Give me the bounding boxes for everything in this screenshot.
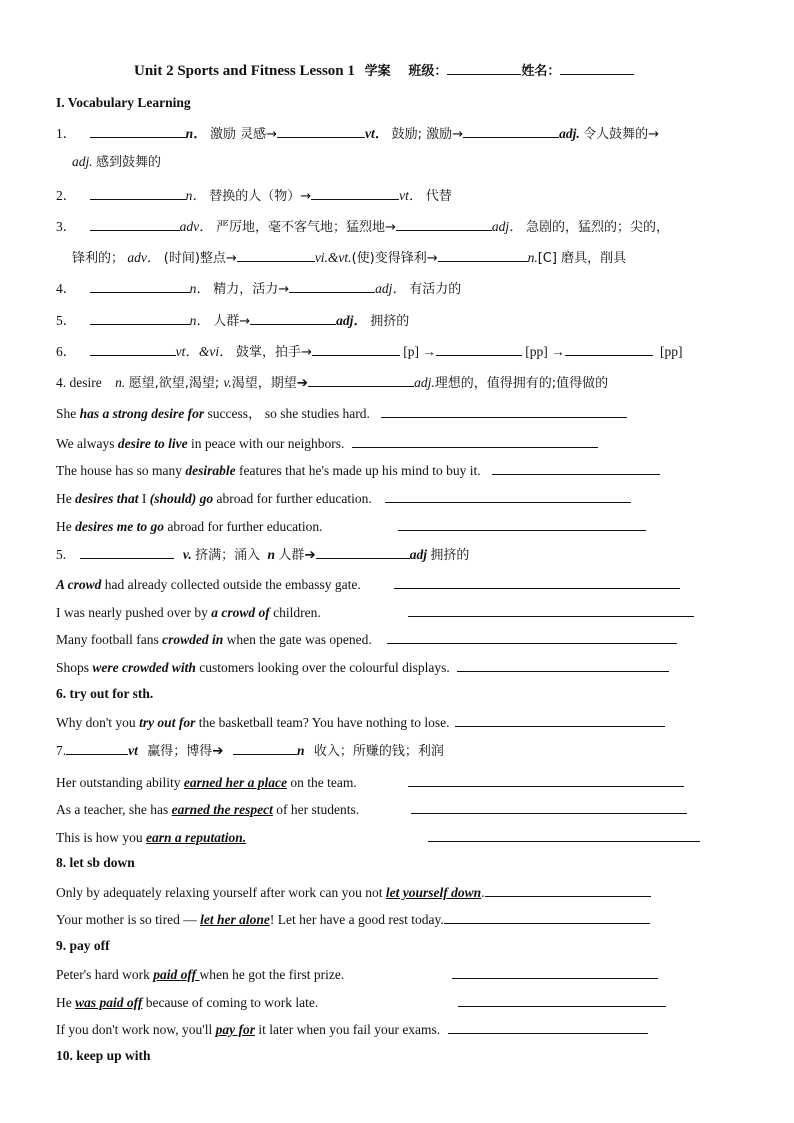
key-phrase: were crowded with <box>92 660 196 675</box>
sentence-text: the basketball team? You have nothing to lose. <box>195 715 450 730</box>
title-text: Unit 2 Sports and Fitness Lesson 1 <box>134 63 355 79</box>
definition: 挤满；涌入 <box>195 548 261 563</box>
answer-blank[interactable] <box>90 185 186 200</box>
pos-label: adj． <box>375 281 406 296</box>
item-number: 4． <box>56 281 77 296</box>
page-title <box>134 60 634 81</box>
example-sentence <box>56 657 669 677</box>
key-phrase: a crowd of <box>211 605 270 620</box>
sentence-text: success， so she studies hard. <box>204 406 370 421</box>
item-number: 3． <box>56 219 77 234</box>
key-phrase: crowded in <box>162 632 224 647</box>
phrase-heading: 6. try out for sth. <box>56 686 154 701</box>
translation-blank[interactable] <box>352 433 598 448</box>
sentence-text: Many football fans <box>56 632 163 647</box>
pos-label: adv． <box>127 250 161 265</box>
translation-blank[interactable] <box>428 827 700 842</box>
answer-blank[interactable] <box>233 740 297 755</box>
translation-blank[interactable] <box>394 574 680 589</box>
translation-blank[interactable] <box>398 516 646 531</box>
definition: 锋利的； <box>72 251 125 266</box>
pos-label: n． <box>185 188 206 203</box>
answer-blank[interactable] <box>565 341 653 356</box>
pos-label: n <box>296 743 305 758</box>
vocab-item-3 <box>56 216 669 237</box>
translation-blank[interactable] <box>492 460 660 475</box>
key-phrase: try out for <box>139 715 196 730</box>
pos-label: n. <box>527 250 538 265</box>
vocab-item-4 <box>56 278 461 299</box>
definition: 鼓励; 激励→ <box>391 127 464 142</box>
sentence-text: As a teacher, she has <box>56 802 172 817</box>
key-phrase: let her alone <box>200 912 270 927</box>
answer-blank[interactable] <box>308 372 414 387</box>
sentence-text: of her students. <box>272 802 360 817</box>
phrase-heading: 9. pay off <box>56 938 110 953</box>
translation-blank[interactable] <box>408 772 684 787</box>
example-sentence <box>56 629 677 649</box>
translation-blank[interactable] <box>411 799 687 814</box>
answer-blank[interactable] <box>237 247 315 262</box>
sentence-text: This is how you <box>56 830 147 845</box>
key-phrase: was paid off <box>75 995 143 1010</box>
past-participle-label: [pp] → <box>525 344 565 359</box>
word-head: 7. <box>56 743 67 758</box>
sentence-text: If you don't work now, you'll <box>56 1022 216 1037</box>
definition: 感到鼓舞的 <box>96 155 162 170</box>
sentence-text: Peter's hard work <box>56 967 154 982</box>
key-phrase: desires that <box>75 491 139 506</box>
sentence-text: had already collected outside the embassy gate. <box>101 577 361 592</box>
definition: [C] 磨具，削具 <box>537 251 627 266</box>
sentence-text: Her outstanding ability <box>56 775 184 790</box>
pos-label: adj. <box>559 126 580 141</box>
item-number: 5． <box>56 313 77 328</box>
example-sentence <box>56 909 650 929</box>
definition: 严厉地，毫不客气地；猛烈地→ <box>216 220 396 235</box>
vocab-item-3-cont <box>72 247 626 268</box>
answer-blank[interactable] <box>436 341 522 356</box>
pos-label: adj <box>409 547 427 562</box>
example-sentence <box>56 488 631 508</box>
answer-blank[interactable] <box>90 123 186 138</box>
definition: 鼓掌，拍手→ <box>236 345 312 360</box>
phrase-heading: 8. let sb down <box>56 855 135 870</box>
definition: (使)变得锋利→ <box>351 251 438 266</box>
answer-blank[interactable] <box>250 310 336 325</box>
example-sentence <box>56 574 680 594</box>
pos-label: n. <box>115 375 126 390</box>
name-blank[interactable] <box>560 60 634 75</box>
pos-label: vt <box>128 743 138 758</box>
key-phrase: let yourself down <box>385 885 482 900</box>
definition: 渴望，期望 <box>231 376 297 391</box>
pos-label: n． <box>189 313 210 328</box>
pos-label: adj. <box>414 375 435 390</box>
definition: 人群→ <box>213 314 251 329</box>
past-participle-label: [pp] <box>660 344 683 359</box>
sentence-text: ! Let her have a good rest today. <box>269 912 444 927</box>
example-sentence <box>56 460 660 480</box>
translation-blank[interactable] <box>385 488 631 503</box>
translation-blank[interactable] <box>448 1019 648 1034</box>
answer-blank[interactable] <box>289 278 375 293</box>
key-phrase: desires me to go <box>75 519 164 534</box>
answer-blank[interactable] <box>438 247 528 262</box>
answer-blank[interactable] <box>311 185 399 200</box>
vocab-item-5 <box>56 310 409 331</box>
word-entry-crowd <box>56 544 469 565</box>
sentence-text: children. <box>269 605 321 620</box>
pos-label: n． <box>185 126 207 141</box>
translation-blank[interactable] <box>387 629 677 644</box>
vocab-item-1-cont <box>72 153 161 172</box>
sentence-text: We always <box>56 436 118 451</box>
definition: 赢得；博得 <box>147 744 213 759</box>
key-phrase: earned the respect <box>171 802 273 817</box>
key-phrase: desire to live <box>117 436 188 451</box>
section-heading: I. Vocabulary Learning <box>56 95 191 110</box>
key-phrase: pay for <box>215 1022 255 1037</box>
sentence-text: on the team. <box>286 775 357 790</box>
pos-label: vt．&vi． <box>175 344 233 359</box>
key-phrase: desirable <box>185 463 236 478</box>
vocab-item-1 <box>56 123 659 144</box>
vocab-item-2 <box>56 185 452 206</box>
sentence-text: Only by adequately relaxing yourself after work can you not <box>56 885 386 900</box>
definition: 有活力的 <box>409 282 462 297</box>
sentence-text: I was nearly pushed over by <box>56 605 212 620</box>
example-sentence <box>56 1019 648 1039</box>
sentence-text: abroad for further education. <box>213 491 372 506</box>
item-number: 1． <box>56 126 77 141</box>
answer-blank[interactable] <box>80 544 174 559</box>
answer-blank[interactable] <box>66 740 128 755</box>
sentence-text: Why don't you <box>56 715 140 730</box>
translation-blank[interactable] <box>458 992 666 1007</box>
definition: 激励 灵感→ <box>210 127 278 142</box>
answer-blank[interactable] <box>463 123 559 138</box>
definition: 拥挤的 <box>430 548 470 563</box>
pos-label: vt． <box>399 188 423 203</box>
translation-blank[interactable] <box>455 712 665 727</box>
sentence-text: abroad for further education. <box>164 519 323 534</box>
example-sentence <box>56 799 687 819</box>
example-sentence <box>56 827 700 847</box>
definition: 令人鼓舞的→ <box>583 127 659 142</box>
definition: 拥挤的 <box>370 314 410 329</box>
pos-label: vt． <box>365 126 389 141</box>
phrase-heading: 10. keep up with <box>56 1048 151 1063</box>
sentence-text: Your mother is so tired — <box>56 912 201 927</box>
pos-label: v. <box>182 547 192 562</box>
word-entry-desire <box>56 372 608 393</box>
translation-blank[interactable] <box>381 403 627 418</box>
answer-blank[interactable] <box>277 123 365 138</box>
sentence-text: Shops <box>56 660 93 675</box>
title-xuean: 学案 <box>364 64 391 79</box>
sentence-text: . <box>481 885 485 900</box>
word-head: 4. desire <box>56 375 102 390</box>
class-blank[interactable] <box>447 60 521 75</box>
definition: (时间)整点→ <box>163 251 237 266</box>
example-sentence <box>56 602 694 622</box>
key-phrase: earned her a place <box>183 775 287 790</box>
definition: 人群 <box>278 548 305 563</box>
sentence-text: when the gate was opened. <box>223 632 372 647</box>
sentence-text: it later when you fail your exams. <box>254 1022 441 1037</box>
example-sentence <box>56 964 658 984</box>
answer-blank[interactable] <box>316 544 410 559</box>
sentence-text: He <box>56 491 76 506</box>
answer-blank[interactable] <box>90 310 190 325</box>
arrow-icon: ➔ <box>304 547 316 562</box>
pos-label: adj． <box>336 313 367 328</box>
example-sentence <box>56 433 598 453</box>
sentence-text: when he got the first prize. <box>199 967 345 982</box>
answer-blank[interactable] <box>90 278 190 293</box>
pos-label: v. <box>223 375 232 390</box>
arrow-icon: ➔ <box>296 375 309 390</box>
class-label: 班级： <box>408 64 448 79</box>
example-sentence <box>56 992 666 1012</box>
answer-blank[interactable] <box>312 341 400 356</box>
definition: 代替 <box>425 189 452 204</box>
answer-blank[interactable] <box>396 216 492 231</box>
pos-label: n． <box>189 281 210 296</box>
pos-label: adj. <box>72 154 93 169</box>
example-sentence <box>56 772 684 792</box>
item-number: 2． <box>56 188 77 203</box>
example-sentence <box>56 882 651 902</box>
item-number: 6． <box>56 344 77 359</box>
key-phrase: earn a reputation. <box>146 830 247 845</box>
definition: 精力，活力→ <box>213 282 290 297</box>
word-entry-earn <box>56 740 444 761</box>
sentence-text: customers looking over the colourful displays. <box>195 660 450 675</box>
answer-blank[interactable] <box>90 216 180 231</box>
sentence-text: I <box>138 491 150 506</box>
translation-blank[interactable] <box>408 602 694 617</box>
key-phrase: (should) go <box>149 491 214 506</box>
sentence-text: She <box>56 406 80 421</box>
word-head: 5. <box>56 547 67 562</box>
example-sentence <box>56 403 627 423</box>
translation-blank[interactable] <box>457 657 669 672</box>
example-sentence <box>56 712 665 732</box>
vocab-item-6 <box>56 341 683 362</box>
definition: 愿望,欲望,渴望; <box>128 376 224 391</box>
pos-label: n <box>267 547 276 562</box>
key-phrase: A crowd <box>56 577 102 592</box>
sentence-text: because of coming to work late. <box>142 995 319 1010</box>
key-phrase: paid off <box>153 967 200 982</box>
pos-label: adv． <box>179 219 213 234</box>
translation-blank[interactable] <box>485 882 651 897</box>
example-sentence <box>56 516 646 536</box>
definition: 急剧的，猛烈的；尖的， <box>526 220 670 235</box>
name-label: 姓名： <box>521 64 561 79</box>
pos-label: vi.&vt. <box>314 250 352 265</box>
sentence-text: in peace with our neighbors. <box>187 436 345 451</box>
sentence-text: The house has so many <box>56 463 186 478</box>
arrow-icon: ➔ <box>212 743 224 758</box>
translation-blank[interactable] <box>444 909 650 924</box>
definition: 理想的，值得拥有的;值得做的 <box>434 376 609 391</box>
sentence-text: He <box>56 519 76 534</box>
sentence-text: He <box>56 995 76 1010</box>
translation-blank[interactable] <box>452 964 658 979</box>
sentence-text: features that he's made up his mind to buy it. <box>235 463 481 478</box>
answer-blank[interactable] <box>90 341 176 356</box>
past-tense-label: [p] → <box>403 344 436 359</box>
pos-label: adj． <box>491 219 523 234</box>
key-phrase: has a strong desire for <box>79 406 205 421</box>
definition: 替换的人（物）→ <box>209 189 312 204</box>
definition: 收入；所赚的钱；利润 <box>313 744 444 759</box>
